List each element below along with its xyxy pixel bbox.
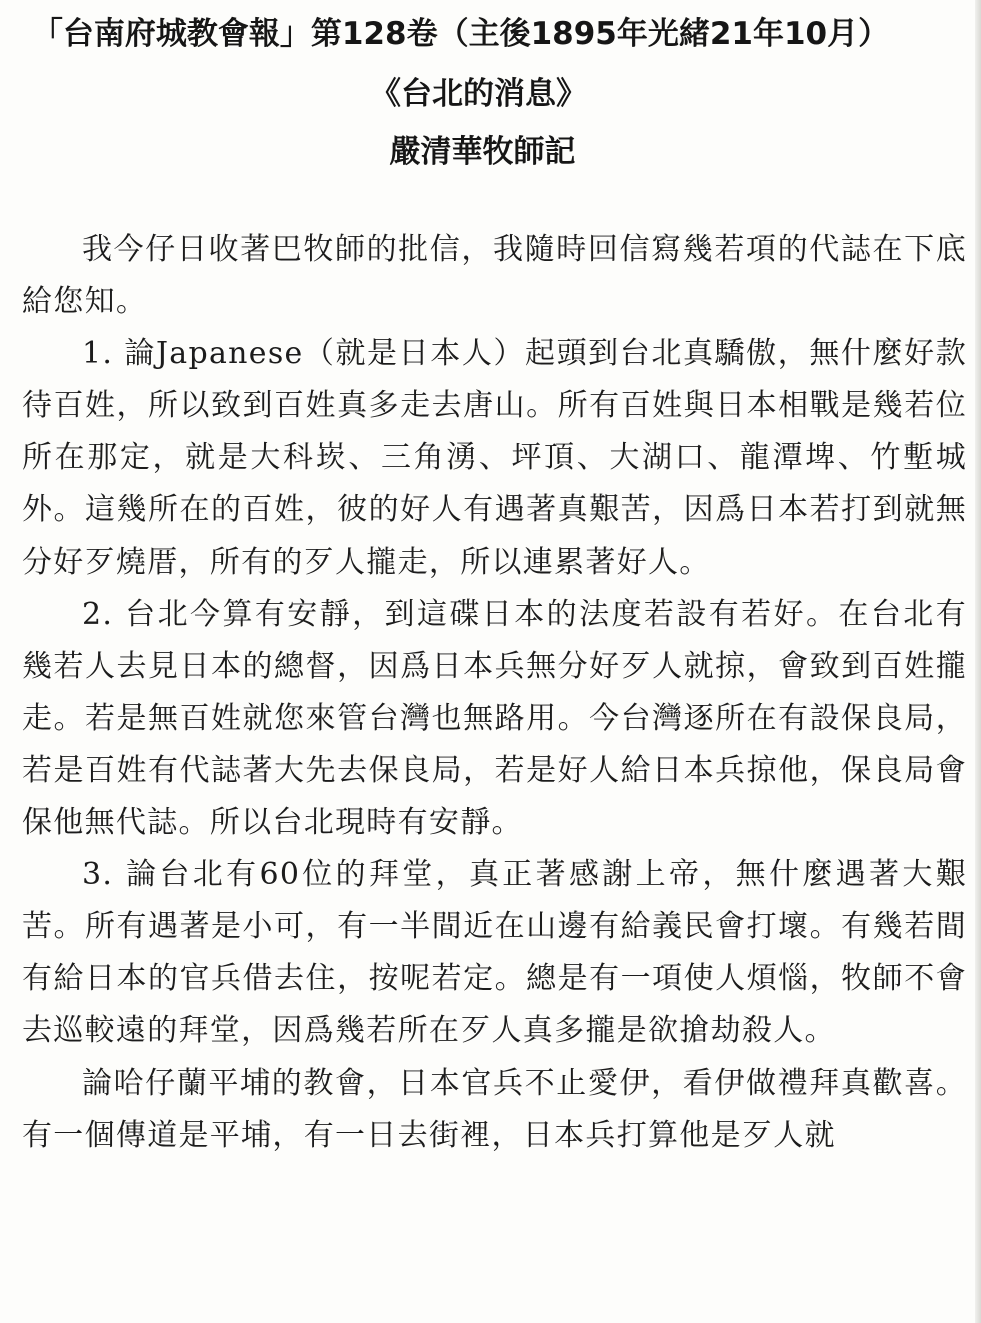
paragraph-intro: 我今仔日收著巴牧師的批信，我隨時回信寫幾若項的代誌在下底給您知。 <box>22 232 967 320</box>
article-body <box>22 224 967 1162</box>
paragraph-kavalan: 論哈仔蘭平埔的教會，日本官兵不止愛伊，看伊做禮拜真歡喜。有一個傳道是平埔，有一日去街裡，日本兵打算他是歹人就 <box>22 1065 967 1153</box>
scan-edge-shadow <box>975 0 981 1323</box>
article-title: 《台北的消息》 <box>370 76 587 112</box>
paragraph-item-1: 1. 論Japanese（就是日本人）起頭到台北真驕傲，無什麼好款待百姓，所以致到百姓真多走去唐山。所有百姓與日本相戰是幾若位所在那定，就是大科崁、三角湧、坪頂、大湖口、龍潭埤、竹塹城外。這幾所在的百姓，彼的好人有遇著真艱苦，因爲日本若打到就無分好歹燒厝，所有的歹人攏走，所以連累著好人。 <box>22 336 967 580</box>
paragraph-item-3: 3. 論台北有60位的拜堂，真正著感謝上帝，無什麼遇著大艱苦。所有遇著是小可，有一半間近在山邊有給義民會打壞。有幾若間有給日本的官兵借去住，按呢若定。總是有一項使人煩惱，牧師不會去巡較遠的拜堂，因爲幾若所在歹人真多攏是欲搶劫殺人。 <box>22 857 967 1049</box>
newspaper-title: 「台南府城教會報」第128卷（主後1895年光緒21年10月） <box>31 16 890 52</box>
paragraph-item-2: 2. 台北今算有安靜，到這碟日本的法度若設有若好。在台北有幾若人去見日本的總督，因爲日本兵無分好歹人就掠，會致到百姓攏走。若是無百姓就您來管台灣也無路用。今台灣逐所在有設保良局，若是百姓有代誌著大先去保良局，若是好人給日本兵掠他，保良局會保他無代誌。所以台北現時有安靜。 <box>22 596 967 841</box>
article-author: 嚴清華牧師記 <box>389 134 576 170</box>
